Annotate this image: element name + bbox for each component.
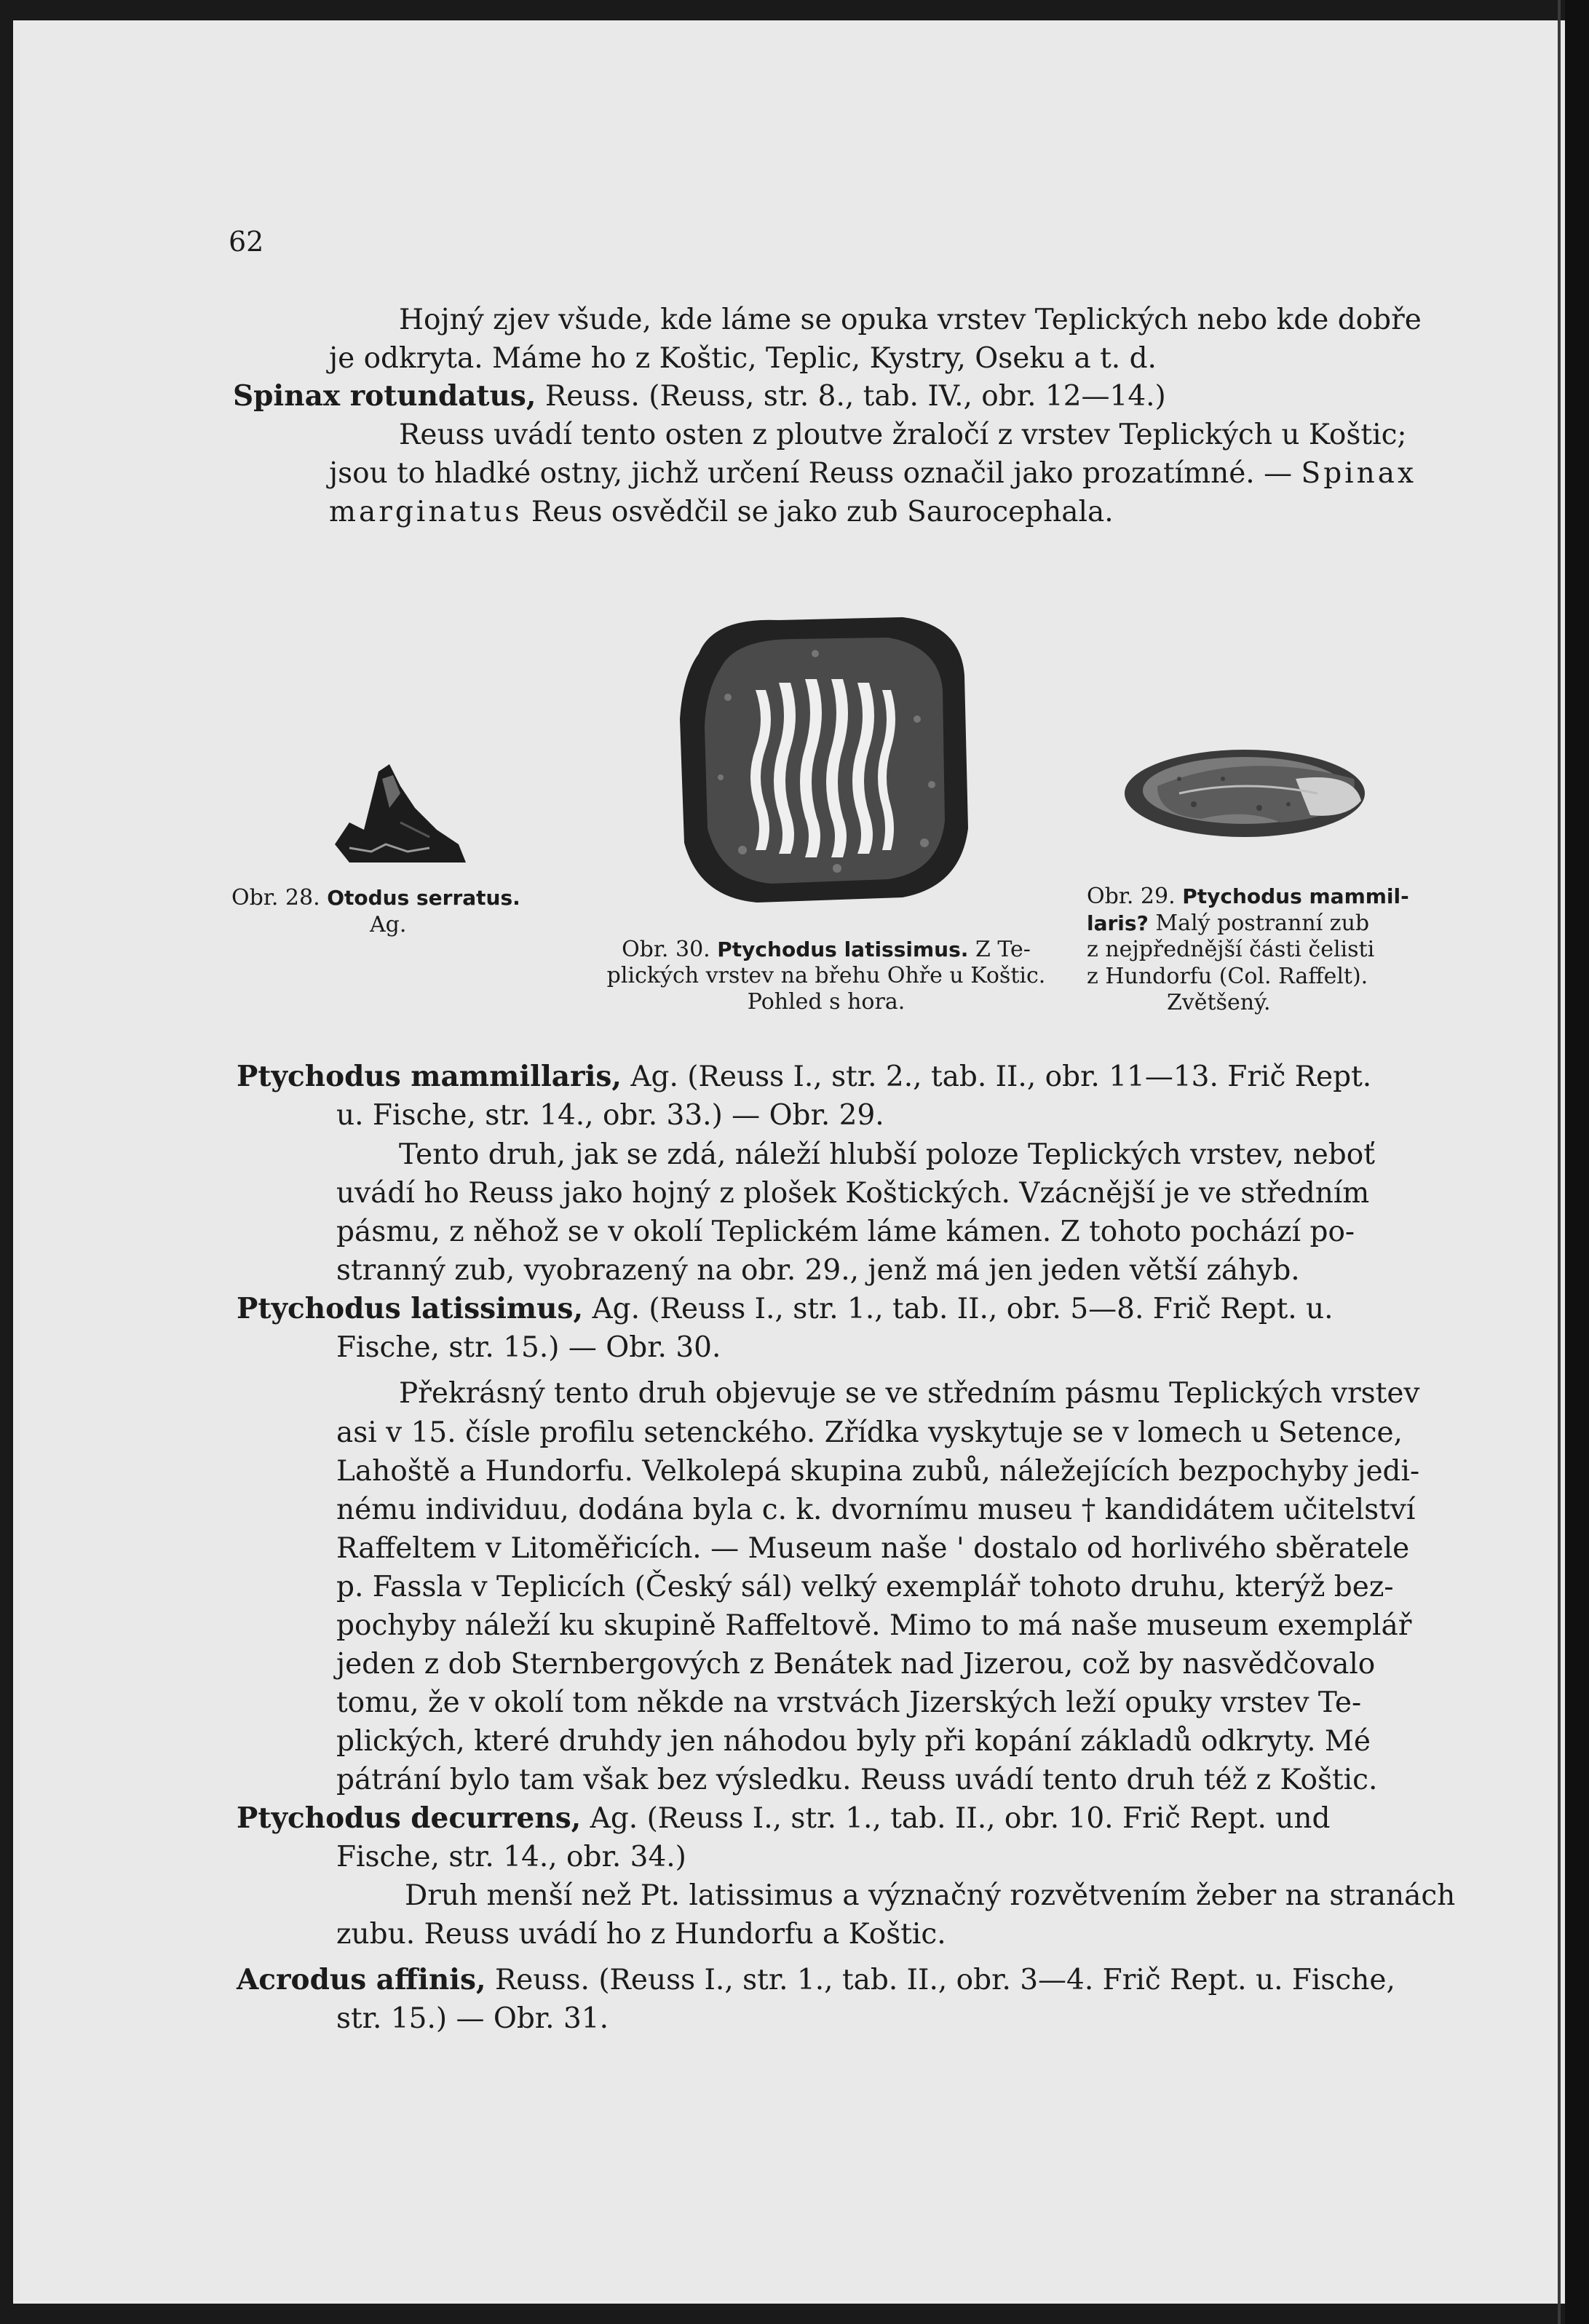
taxon-name: Spinax rotundatus, bbox=[233, 379, 536, 413]
text-line: uvádí ho Reuss jako hojný z plošek Koštických. Vzácnější je ve středním bbox=[336, 1177, 1370, 1210]
figure-ptychodus-mammillaris bbox=[1114, 735, 1390, 852]
text-line: Druh menší než Pt. latissimus a význačný rozvětvením žeber na stranách bbox=[405, 1879, 1456, 1912]
figure-caption-28 bbox=[231, 885, 520, 938]
text-line: Lahoště a Hundorfu. Velkolepá skupina zubů, náležejících bezpochyby jedi- bbox=[336, 1455, 1420, 1488]
scan-border-bottom bbox=[0, 2304, 1565, 2324]
text-line-mixed bbox=[329, 498, 1114, 526]
text-line: Reuss uvádí tento osten z ploutve žraločí z vrstev Teplických u Koštic; bbox=[399, 419, 1407, 451]
text-line: pásmu, z něhož se v okolí Teplickém láme kámen. Z tohoto pochází po- bbox=[336, 1215, 1355, 1248]
caption-taxon: Ptychodus mammil- bbox=[1182, 884, 1409, 908]
text-line: pátrání bylo tam však bez výsledku. Reuss uvádí tento druh též z Koštic. bbox=[336, 1764, 1378, 1796]
entry-spinax bbox=[233, 379, 1166, 413]
text-line: Fische, str. 15.) — Obr. 30. bbox=[336, 1331, 721, 1364]
entry-latissimus bbox=[237, 1292, 1334, 1325]
taxon-ref: Reuss. (Reuss, str. 8., tab. IV., obr. 12—14.) bbox=[544, 380, 1166, 413]
text-line: Hojný zjev všude, kde láme se opuka vrstev Teplických nebo kde dobře bbox=[399, 304, 1422, 336]
text-line: jeden z dob Sternbergových z Benátek nad Jizerou, což by nasvědčovalo bbox=[336, 1648, 1376, 1681]
text-line: nému individuu, dodána byla c. k. dvornímu museu † kandidátem učitelství bbox=[336, 1494, 1416, 1526]
taxon-ref: Ag. (Reuss I., str. 1., tab. II., obr. 5—8. Frič Rept. u. bbox=[592, 1293, 1334, 1325]
taxon-name: Ptychodus latissimus, bbox=[237, 1292, 584, 1325]
figure-ptychodus-latissimus bbox=[670, 610, 975, 908]
text-line: je odkryta. Máme ho z Koštic, Teplic, Kystry, Oseku a t. d. bbox=[329, 342, 1157, 375]
caption-text: Zvětšený. bbox=[1167, 990, 1271, 1016]
text-line: p. Fassla v Teplicích (Český sál) velký exemplář tohoto druhu, kterýž bez- bbox=[336, 1571, 1394, 1603]
text-line: str. 15.) — Obr. 31. bbox=[336, 2002, 609, 2035]
taxon-name: Ptychodus decurrens, bbox=[237, 1801, 582, 1835]
text-line: u. Fische, str. 14., obr. 33.) — Obr. 29. bbox=[336, 1099, 884, 1132]
entry-acrodus bbox=[237, 1963, 1395, 1996]
caption-taxon-cont: laris? bbox=[1087, 911, 1149, 935]
caption-taxon: Otodus serratus. bbox=[327, 886, 520, 910]
taxon-ref: Ag. (Reuss I., str. 1., tab. II., obr. 10. Frič Rept. und bbox=[590, 1802, 1331, 1835]
text-segment: Reus osvědčil se jako zub Saurocephala. bbox=[531, 496, 1114, 528]
taxon-ref: Ag. (Reuss I., str. 2., tab. II., obr. 11—13. Frič Rept. bbox=[630, 1060, 1372, 1093]
text-line: Fische, str. 14., obr. 34.) bbox=[336, 1841, 686, 1873]
figure-otodus-tooth bbox=[320, 742, 480, 873]
taxon-name: Ptychodus mammillaris, bbox=[237, 1060, 622, 1093]
gutter-line bbox=[1558, 0, 1561, 2324]
text-segment: jsou to hladké ostny, jichž určení Reuss označil jako prozatímné. — bbox=[329, 457, 1293, 490]
taxon-name: Acrodus affinis, bbox=[237, 1963, 486, 1996]
text-line: Tento druh, jak se zdá, náleží hlubší poloze Teplických vrstev, neboť bbox=[399, 1138, 1375, 1171]
caption-text: plických vrstev na břehu Ohře u Koštic. bbox=[606, 963, 1046, 988]
caption-taxon: Ptychodus latissimus. bbox=[717, 937, 969, 961]
page-number: 62 bbox=[229, 226, 264, 258]
text-line: Raffeltem v Litoměřicích. — Museum naše ' dostalo od horlivého sběratele bbox=[336, 1532, 1410, 1565]
caption-num: Obr. 28. bbox=[231, 885, 320, 911]
caption-text: z nejpřednější části čelisti bbox=[1087, 937, 1375, 963]
text-line: Překrásný tento druh objevuje se ve středním pásmu Teplických vrstev bbox=[399, 1377, 1420, 1410]
text-line: tomu, že v okolí tom někde na vrstvách Jizerských leží opuky vrstev Te- bbox=[336, 1686, 1362, 1719]
caption-text: z Hundorfu (Col. Raffelt). bbox=[1087, 963, 1368, 989]
entry-decurrens bbox=[237, 1801, 1331, 1835]
text-line: asi v 15. čísle profilu setenckého. Zřídka vyskytuje se v lomech u Setence, bbox=[336, 1416, 1403, 1449]
figure-caption-30 bbox=[586, 937, 1066, 1015]
caption-text: Z Te- bbox=[975, 937, 1031, 962]
text-line: pochyby náleží ku skupině Raffeltově. Mimo to má naše museum exemplář bbox=[336, 1609, 1412, 1642]
text-line: stranný zub, vyobrazený na obr. 29., jenž má jen jeden větší záhyb. bbox=[336, 1254, 1300, 1287]
scan-border-top bbox=[0, 0, 1565, 20]
entry-mammillaris bbox=[237, 1060, 1372, 1093]
figure-caption-29 bbox=[1087, 884, 1409, 1017]
text-line: plických, které druhdy jen náhodou byly při kopání základů odkryty. Mé bbox=[336, 1725, 1371, 1758]
caption-num: Obr. 30. bbox=[622, 937, 710, 962]
scan-border-left bbox=[0, 0, 13, 2324]
caption-text: Malý postranní zub bbox=[1155, 910, 1370, 936]
spaced-term: marginatus bbox=[329, 496, 523, 528]
text-line-mixed bbox=[329, 459, 1416, 488]
caption-author: Ag. bbox=[370, 911, 407, 937]
spaced-term: Spinax bbox=[1301, 457, 1417, 490]
caption-text: Pohled s hora. bbox=[747, 989, 906, 1015]
caption-num: Obr. 29. bbox=[1087, 884, 1176, 909]
scan-edge-right bbox=[1565, 0, 1589, 2324]
text-line: zubu. Reuss uvádí ho z Hundorfu a Koštic. bbox=[336, 1918, 946, 1951]
taxon-ref: Reuss. (Reuss I., str. 1., tab. II., obr. 3—4. Frič Rept. u. Fische, bbox=[494, 1964, 1395, 1996]
